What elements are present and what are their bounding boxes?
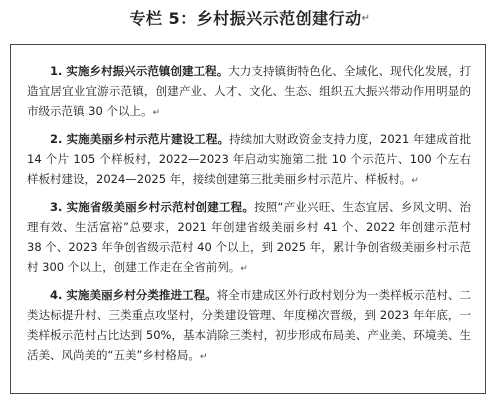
paragraph-mark-icon: ↵ xyxy=(240,264,248,274)
item-2-text: 持续加大财政资金支持力度，2021 年建成首批 14 个片 105 个样板村，2022—2023 年启动实施第二批 10 个示范片、100 个左右样板村建设，2024—2025 年，接续创建第三批美丽乡村示范片、样板村。 xyxy=(27,132,472,186)
item-3-text: 按照“产业兴旺、生态宜居、乡风文明、治理有效、生活富裕”总要求，2021 年创建省级美丽乡村 41 个、2022 年创建示范村 38 个、2023 年争创省级示范村 40 个以上，到 2025 年，累计争创省级美丽乡村示范村 300 个以上，创建工作走在全省前列。 xyxy=(27,200,471,274)
item-1-text: 大力支持镇街特色化、全域化、现代化发展，打造宜居宜业宜游示范镇，创建产业、人才、文化、生态、组织五大振兴带动作用明显的市级示范镇 30 个以上。 xyxy=(27,64,472,118)
item-4-heading: 4. 实施美丽乡村分类推进工程。 xyxy=(50,288,217,302)
item-3 xyxy=(27,197,471,279)
item-4-text: 将全市建成区外行政村划分为一类样板示范村、二类达标提升村、三类重点攻坚村，分类建设管理、年度梯次晋级，到 2023 年年底，一类样板示范村占比达到 50%，基本消除三类村，初步形成布局美、产业美、环境美、生活美、风尚美的“五美”乡村格局。 xyxy=(27,288,472,362)
item-4 xyxy=(27,285,471,367)
paragraph-mark-icon: ↵ xyxy=(152,108,160,118)
paragraph-mark-icon: ↵ xyxy=(411,176,419,186)
page-title xyxy=(0,8,500,30)
column-box xyxy=(10,44,486,394)
item-2-heading: 2. 实施美丽乡村示范片建设工程。 xyxy=(50,132,230,146)
item-2 xyxy=(27,129,471,191)
paragraph-mark-icon: ↵ xyxy=(199,352,208,362)
item-1-heading: 1. 实施乡村振兴示范镇创建工程。 xyxy=(50,64,229,78)
item-3-heading: 3. 实施省级美丽乡村示范村创建工程。 xyxy=(50,200,255,214)
paragraph-mark-icon: ↵ xyxy=(361,13,371,24)
item-1 xyxy=(27,61,471,123)
title-text: 专栏 5：乡村振兴示范创建行动 xyxy=(129,9,362,28)
